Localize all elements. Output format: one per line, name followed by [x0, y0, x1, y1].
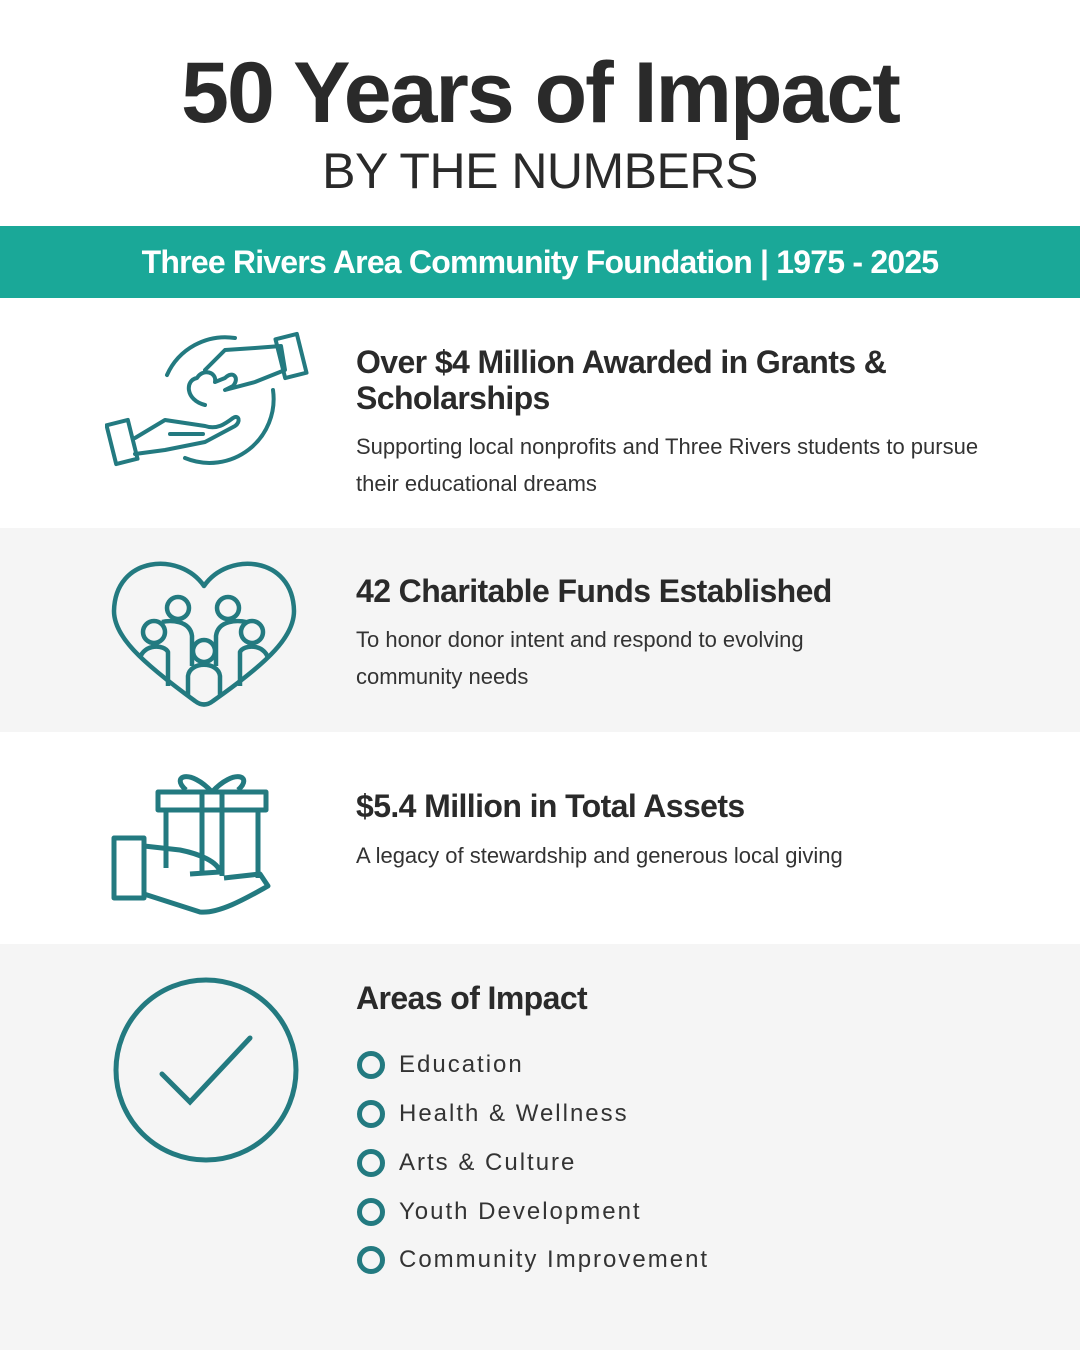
area-item-youth	[357, 1198, 642, 1226]
stat-funds	[0, 528, 1080, 732]
circle-bullet-icon	[357, 1051, 385, 1079]
heart-people-icon	[110, 556, 300, 711]
gift-hand-icon	[110, 768, 275, 918]
stat-heading: Over $4 Million Awarded in Grants & Scholarships	[356, 344, 887, 416]
area-label: Community Improvement	[399, 1246, 710, 1273]
circle-bullet-icon	[357, 1100, 385, 1128]
area-label: Education	[399, 1051, 524, 1078]
checkmark-circle-icon	[112, 976, 302, 1166]
page-title: 50 Years of Impact	[181, 45, 899, 141]
areas-of-impact	[0, 944, 1080, 1350]
areas-heading: Areas of Impact	[356, 980, 588, 1016]
area-item-education	[357, 1051, 524, 1079]
stat-description: Supporting local nonprofits and Three Rivers students to pursue their educational dreams	[356, 434, 979, 496]
area-label: Arts & Culture	[399, 1149, 577, 1176]
area-item-community	[357, 1246, 709, 1274]
page-subtitle: BY THE NUMBERS	[322, 143, 758, 199]
area-label: Youth Development	[399, 1198, 642, 1225]
stat-description: To honor donor intent and respond to evolving community needs	[356, 627, 804, 689]
stat-assets	[0, 732, 1080, 944]
stat-description: A legacy of stewardship and generous local giving	[356, 843, 843, 868]
circle-bullet-icon	[357, 1246, 385, 1274]
stat-heading: 42 Charitable Funds Established	[356, 573, 832, 609]
area-item-arts	[357, 1149, 576, 1177]
circle-bullet-icon	[357, 1149, 385, 1177]
circle-bullet-icon	[357, 1198, 385, 1226]
area-item-health	[357, 1100, 629, 1128]
stat-grants	[0, 298, 1080, 528]
stat-heading: $5.4 Million in Total Assets	[356, 788, 745, 824]
foundation-banner: Three Rivers Area Community Foundation | 1975 - 2025	[0, 226, 1080, 298]
hands-heart-icon	[105, 330, 315, 470]
area-label: Health & Wellness	[399, 1100, 629, 1127]
